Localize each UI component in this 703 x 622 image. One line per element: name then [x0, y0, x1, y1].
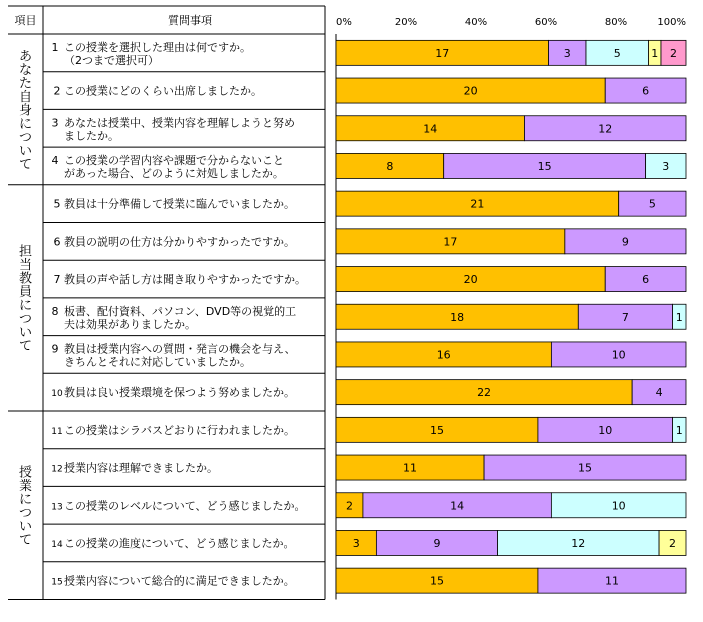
data-label: 17 — [443, 235, 458, 249]
data-label: 4 — [655, 386, 663, 400]
question-text: この授業はシラバスどおりに行われましたか。 — [64, 423, 295, 437]
question-text: があった場合、どのように対処しましたか。 — [64, 166, 284, 180]
data-label: 2 — [670, 46, 677, 60]
data-label: 3 — [352, 536, 360, 550]
question-text: 授業内容について総合的に満足できましたか。 — [64, 574, 295, 588]
data-label: 10 — [611, 499, 626, 513]
data-label: 18 — [450, 310, 465, 324]
data-label: 20 — [463, 84, 478, 98]
data-label: 3 — [662, 159, 670, 173]
question-text: ましたか。 — [64, 129, 119, 143]
question-number: 11 — [51, 426, 63, 437]
question-number: 3 — [51, 116, 59, 130]
question-text: 教員は十分準備して授業に臨んでいましたか。 — [64, 197, 295, 211]
data-label: 14 — [423, 122, 438, 136]
data-label: 11 — [403, 461, 418, 475]
question-text: この授業の学習内容や課題で分からないこと — [64, 153, 284, 167]
question-number: 12 — [51, 464, 63, 475]
question-text: 教員の声や話し方は聞き取りやすかったですか。 — [64, 273, 306, 287]
data-label: 1 — [675, 310, 683, 324]
question-text: この授業にどのくらい出席しましたか。 — [64, 84, 262, 98]
data-label: 8 — [386, 159, 394, 173]
question-text: 教員は授業内容への質問・発言の機会を与え、 — [64, 342, 296, 356]
question-number: 14 — [51, 539, 63, 550]
data-label: 9 — [433, 536, 441, 550]
x-tick-label: 80% — [604, 17, 628, 28]
x-tick-label: 20% — [394, 17, 418, 28]
x-tick-label: 0% — [336, 17, 352, 28]
data-label: 2 — [669, 536, 677, 550]
data-label: 16 — [436, 348, 451, 362]
x-tick-label: 100% — [657, 17, 686, 28]
group-label: 授業について — [18, 465, 33, 548]
data-label: 6 — [642, 273, 650, 287]
question-number: 8 — [51, 304, 59, 318]
data-label: 1 — [651, 46, 659, 60]
question-number: 4 — [51, 153, 59, 167]
data-label: 1 — [675, 423, 683, 437]
question-text: この授業を選択した理由は何ですか。 — [64, 40, 251, 54]
data-label: 17 — [435, 46, 450, 60]
data-label: 10 — [598, 423, 613, 437]
question-text: 授業内容は理解できましたか。 — [64, 461, 218, 475]
data-label: 10 — [611, 348, 626, 362]
question-number: 6 — [53, 235, 61, 249]
data-label: 3 — [563, 46, 571, 60]
data-label: 21 — [470, 197, 485, 211]
data-label: 12 — [598, 122, 613, 136]
question-text: この授業のレベルについて、どう感じましたか。 — [64, 499, 306, 513]
question-number: 5 — [53, 197, 61, 211]
group-label: 担当教員について — [18, 244, 33, 355]
x-tick-label: 40% — [464, 17, 488, 28]
data-label: 9 — [621, 235, 629, 249]
question-text: この授業の進度について、どう感じましたか。 — [64, 536, 295, 550]
data-label: 22 — [477, 386, 492, 400]
question-number: 2 — [53, 84, 61, 98]
question-column-header: 質問事項 — [168, 14, 212, 27]
data-label: 15 — [429, 574, 444, 588]
data-label: 14 — [450, 499, 465, 513]
question-text: 夫は効果がありましたか。 — [64, 317, 196, 331]
question-number: 13 — [51, 502, 63, 513]
question-number: 7 — [53, 273, 61, 287]
data-label: 5 — [648, 197, 656, 211]
x-tick-label: 60% — [534, 17, 558, 28]
data-label: 11 — [604, 574, 619, 588]
data-label: 5 — [613, 46, 621, 60]
data-label: 15 — [578, 461, 593, 475]
data-label: 12 — [571, 536, 586, 550]
data-label: 2 — [345, 499, 353, 513]
question-text: きちんとそれに対応していましたか。 — [64, 355, 251, 369]
question-number: 10 — [51, 389, 63, 400]
question-text: 教員の説明の仕方は分かりやすかったですか。 — [64, 235, 295, 249]
question-number: 9 — [51, 342, 59, 356]
question-text: 板書、配付資料、パソコン、DVD等の視覚的工 — [64, 304, 297, 318]
question-text: （2つまで選択可） — [64, 53, 159, 67]
data-label: 15 — [537, 159, 552, 173]
question-text: あなたは授業中、授業内容を理解しようと努め — [64, 116, 295, 130]
question-number: 15 — [51, 577, 63, 588]
data-label: 7 — [621, 310, 629, 324]
question-number: 1 — [51, 40, 59, 54]
group-label: あなた自身について — [18, 49, 33, 173]
question-text: 教員は良い授業環境を保つよう努めましたか。 — [64, 386, 295, 400]
data-label: 20 — [463, 273, 478, 287]
data-label: 6 — [642, 84, 650, 98]
data-label: 15 — [429, 423, 444, 437]
item-column-header: 項目 — [14, 14, 37, 27]
